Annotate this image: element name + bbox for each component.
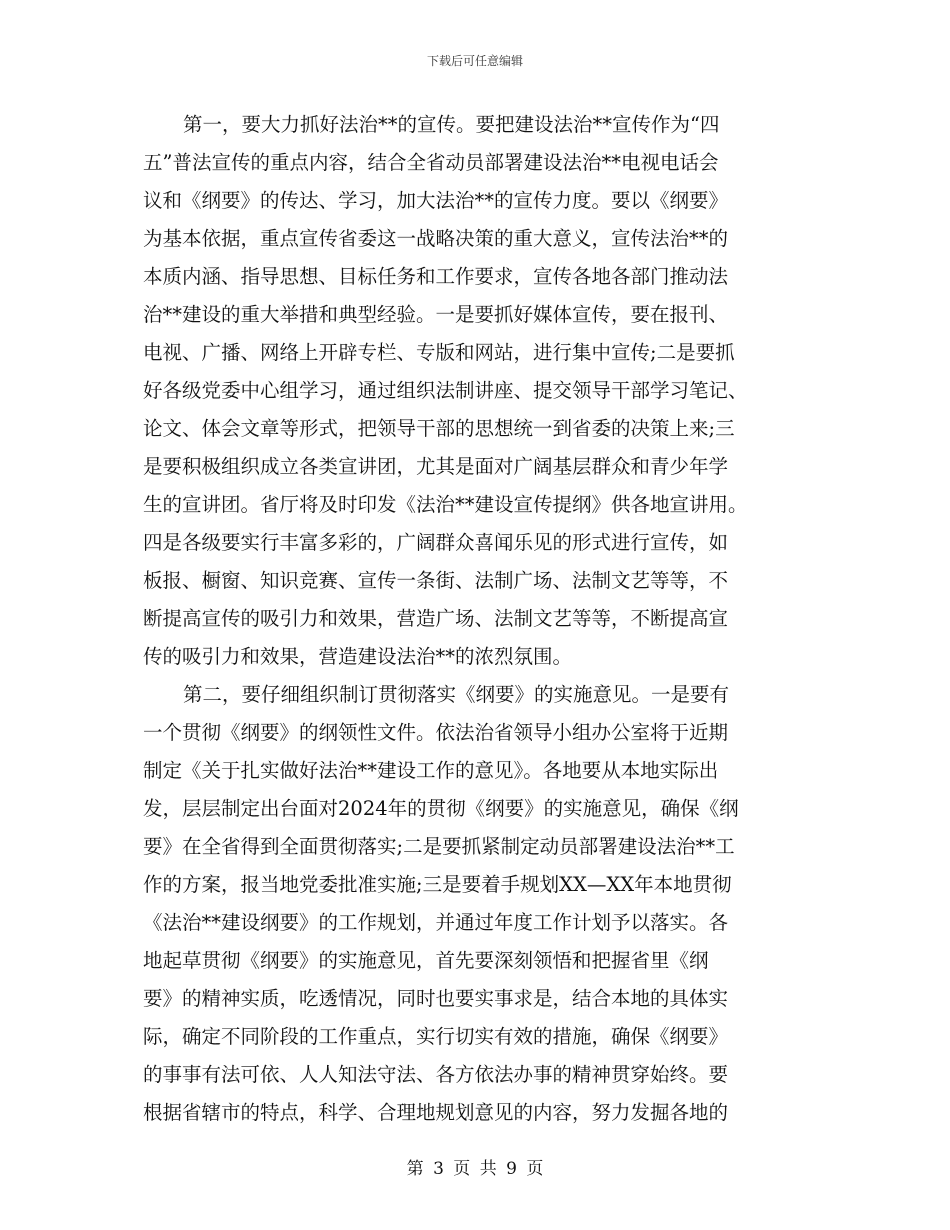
paragraph-2 [143, 676, 807, 1132]
text-line: 电视、广播、网络上开辟专栏、专版和网站，进行集中宣传;二是要抓 [143, 341, 735, 364]
paragraph-1 [143, 106, 807, 676]
text-line: 一个贯彻《纲要》的纲领性文件。依法治省领导小组办公室将于近期 [143, 721, 729, 744]
text-line: 第二，要仔细组织制订贯彻落实《纲要》的实施意见。一是要有 [183, 683, 730, 706]
text-line: 传的吸引力和效果，营造建设法治**的浓烈氛围。 [143, 645, 573, 668]
page-number-footer: 第 3 页 共 9 页 [406, 1159, 544, 1179]
text-line: 要》在全省得到全面贯彻落实;二是要抓紧制定动员部署建设法治**工 [143, 835, 735, 858]
document-body [143, 106, 807, 1132]
text-line: 《法治**建设纲要》的工作规划，并通过年度工作计划予以落实。各 [143, 911, 729, 934]
text-line: 议和《纲要》的传达、学习，加大法治**的宣传力度。要以《纲要》 [143, 189, 729, 212]
text-line: 本质内涵、指导思想、目标任务和工作要求，宣传各地各部门推动法 [143, 265, 729, 288]
text-line: 地起草贯彻《纲要》的实施意见，首先要深刻领悟和把握省里《纲 [143, 949, 709, 972]
text-line: 是要积极组织成立各类宣讲团，尤其是面对广阔基层群众和青少年学 [143, 455, 729, 478]
text-line: 五”普法宣传的重点内容，结合全省动员部署建设法治**电视电话会 [143, 151, 719, 174]
text-line: 治**建设的重大举措和典型经验。一是要抓好媒体宣传，要在报刊、 [143, 303, 729, 326]
text-line: 作的方案，报当地党委批准实施;三是要着手规划XX—XX年本地贯彻 [143, 873, 732, 896]
text-line: 要》的精神实质，吃透情况，同时也要实事求是，结合本地的具体实 [143, 987, 729, 1010]
text-line: 的事事有法可依、人人知法守法、各方依法办事的精神贯穿始终。要 [143, 1063, 729, 1086]
text-line: 为基本依据，重点宣传省委这一战略决策的重大意义，宣传法治**的 [143, 227, 729, 250]
text-line: 制定《关于扎实做好法治**建设工作的意见》。各地要从本地实际出 [143, 759, 719, 782]
text-line: 根据省辖市的特点，科学、合理地规划意见的内容，努力发掘各地的 [143, 1101, 729, 1124]
text-line: 板报、橱窗、知识竞赛、宣传一条街、法制广场、法制文艺等等，不 [143, 569, 729, 592]
page-header: 下载后可任意编辑 [426, 54, 523, 68]
text-line: 断提高宣传的吸引力和效果，营造广场、法制文艺等等，不断提高宣 [143, 607, 729, 630]
text-line: 发，层层制定出台面对2024年的贯彻《纲要》的实施意见，确保《纲 [143, 797, 739, 820]
text-line: 第一，要大力抓好法治**的宣传。要把建设法治**宣传作为“四 [183, 113, 720, 136]
text-line: 际，确定不同阶段的工作重点，实行切实有效的措施，确保《纲要》 [143, 1025, 729, 1048]
text-line: 好各级党委中心组学习，通过组织法制讲座、提交领导干部学习笔记、 [143, 379, 748, 402]
text-line: 论文、体会文章等形式，把领导干部的思想统一到省委的决策上来;三 [143, 417, 735, 440]
text-line: 生的宣讲团。省厅将及时印发《法治**建设宣传提纲》供各地宣讲用。 [143, 493, 748, 516]
text-line: 四是各级要实行丰富多彩的，广阔群众喜闻乐见的形式进行宣传，如 [143, 531, 729, 554]
